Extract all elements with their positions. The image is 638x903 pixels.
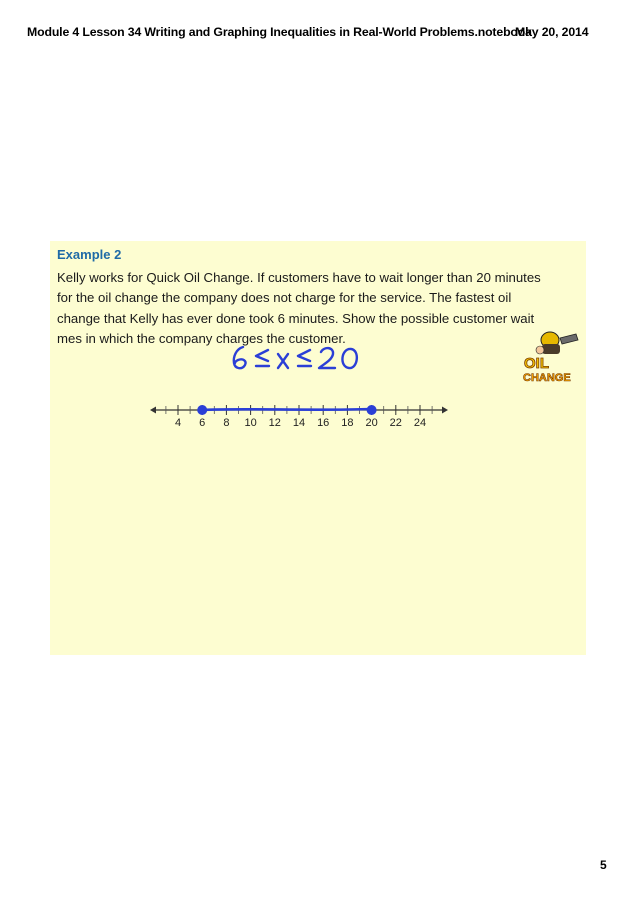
number-line-label: 16 [317,417,330,429]
number-line-label: 24 [413,417,427,429]
page-number: 5 [600,858,607,872]
left-arrow-icon [150,407,156,414]
number-line-label: 6 [199,417,206,429]
number-line-label: 14 [292,417,306,429]
closed-endpoint-20 [367,405,377,415]
closed-endpoint-6 [197,405,207,415]
number-line-label: 22 [389,417,402,429]
example-line: for the oil change the company does not charge for the service. The fastest oil [57,290,512,306]
document-title: Module 4 Lesson 34 Writing and Graphing Inequalities in Real-World Problems.notebook [27,25,532,39]
logo-text-change: CHANGE [523,372,571,384]
number-line-label: 20 [365,417,378,429]
example-text [57,268,565,349]
number-line [140,395,460,435]
example-line: change that Kelly has ever done took 6 minutes. Show the possible customer wait [57,310,535,326]
document-date: May 20, 2014 [515,25,589,39]
logo-text-oil: OIL [524,355,549,372]
example-title: Example 2 [57,247,122,262]
number-line-label: 12 [268,417,281,429]
oil-change-mascot-icon [536,332,578,354]
example-line: mes in which the company charges the customer. [57,330,346,346]
handwritten-inequality [228,343,378,373]
oil-change-logo [520,328,586,384]
example-line: Kelly works for Quick Oil Change. If customers have to wait longer than 20 minutes [57,270,541,285]
number-line-label: 18 [341,417,354,429]
number-line-label: 10 [244,417,257,429]
number-line-label: 4 [174,417,182,429]
right-arrow-icon [442,407,448,414]
solution-segment [202,409,371,410]
number-line-label: 8 [223,417,230,429]
